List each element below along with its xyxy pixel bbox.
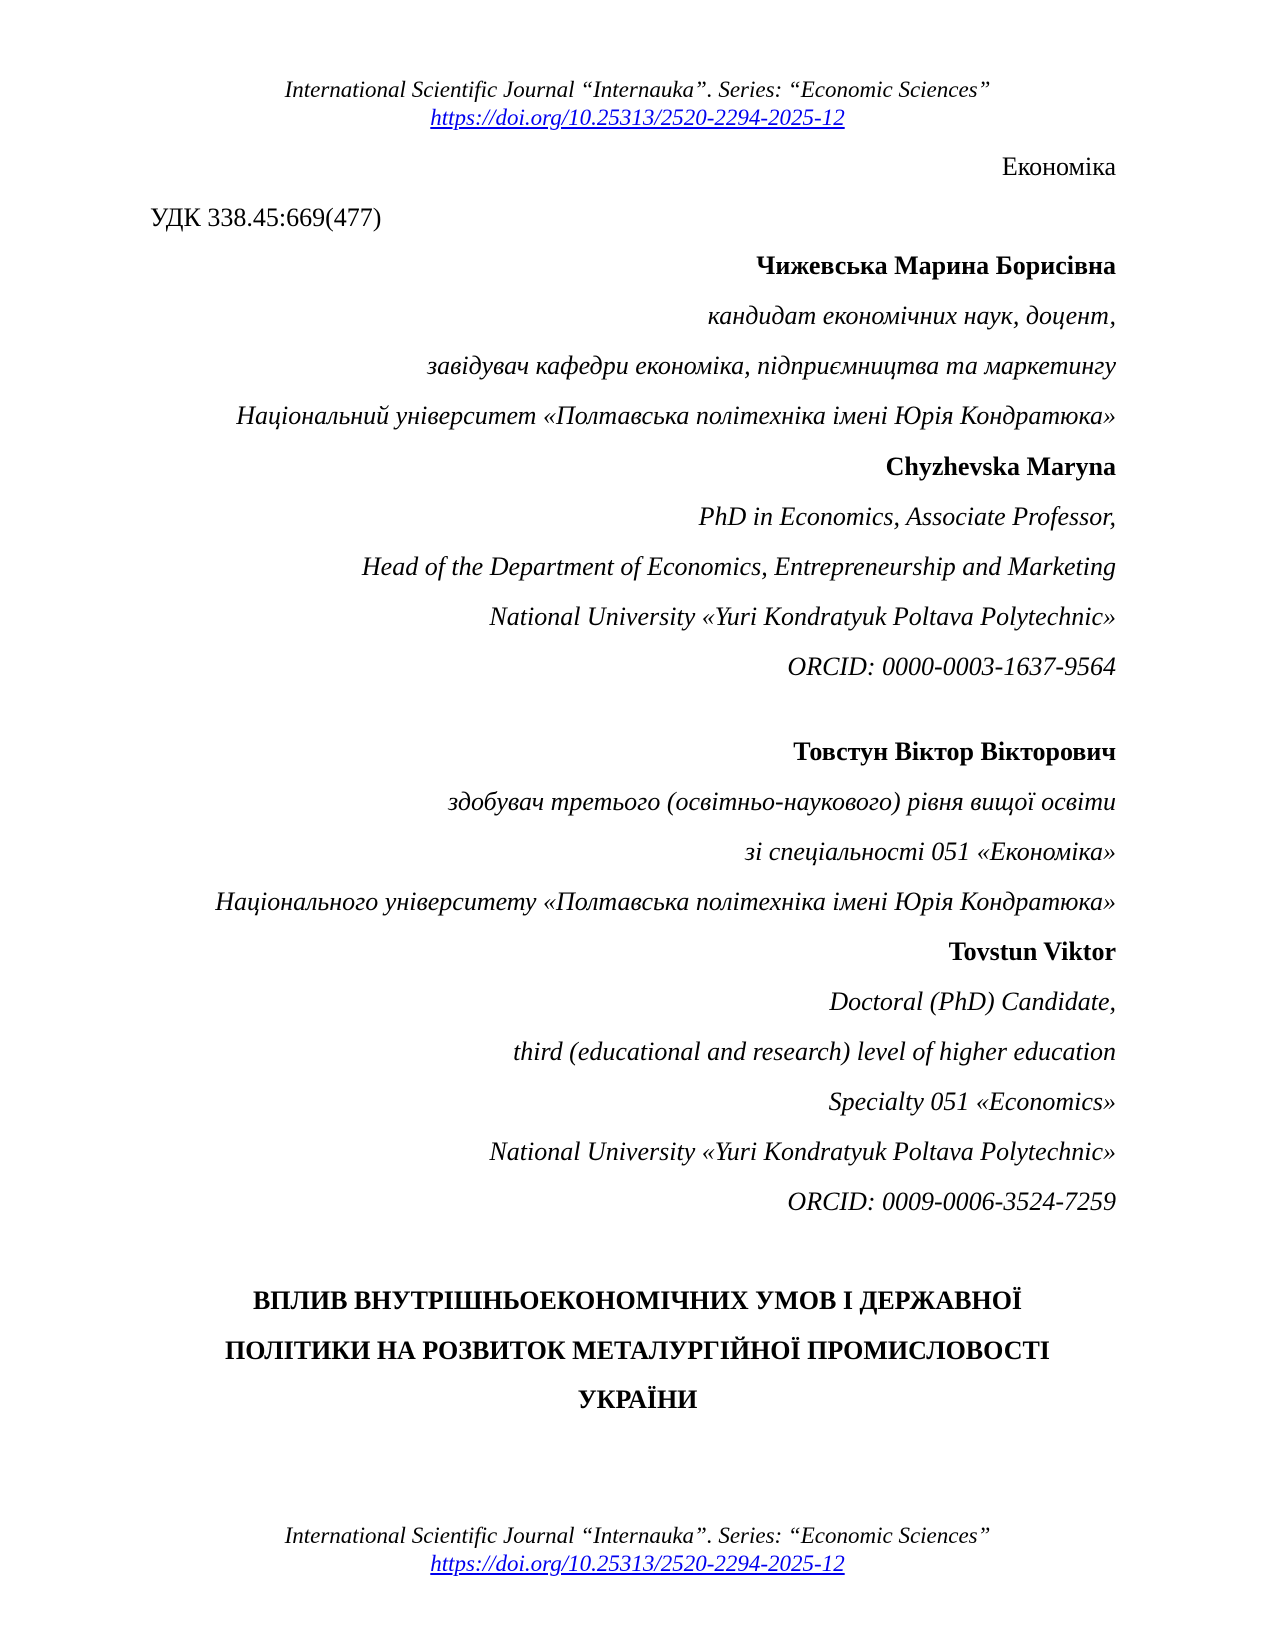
author-name-en: Chyzhevska Maryna	[885, 452, 1116, 481]
author-info: Specialty 051 «Economics»	[828, 1087, 1116, 1116]
article-title-line: УКРАЇНИ	[577, 1385, 698, 1414]
author-info: Національний університет «Полтавська політехніка імені Юрія Кондратюка»	[236, 401, 1116, 430]
author-orcid: ORCID: 0009-0006-3524-7259	[787, 1187, 1116, 1216]
author-info: PhD in Economics, Associate Professor,	[698, 502, 1116, 531]
author-info: Head of the Department of Economics, Entrepreneurship and Marketing	[361, 552, 1116, 581]
author-name-en: Tovstun Viktor	[948, 937, 1116, 966]
journal-header: International Scientific Journal “Internauka”. Series: “Economic Sciences”	[284, 77, 991, 102]
author-info: Doctoral (PhD) Candidate,	[829, 987, 1116, 1016]
author-info: National University «Yuri Kondratyuk Poltava Polytechnic»	[489, 1137, 1116, 1166]
doi-link[interactable]: https://doi.org/10.25313/2520-2294-2025-12	[430, 105, 845, 130]
author-info: зі спеціальності 051 «Економіка»	[744, 837, 1116, 866]
author-info: Національного університету «Полтавська політехніка імені Юрія Кондратюка»	[215, 887, 1116, 916]
section-label: Економіка	[1001, 152, 1116, 181]
footer-doi-link[interactable]: https://doi.org/10.25313/2520-2294-2025-12	[430, 1551, 845, 1576]
author-info: кандидат економічних наук, доцент,	[707, 301, 1116, 330]
author-info: third (educational and research) level of higher education	[513, 1037, 1116, 1066]
author-name-uk: Товстун Віктор Вікторович	[793, 737, 1116, 766]
author-info: завідувач кафедри економіка, підприємництва та маркетингу	[427, 351, 1116, 380]
author-name-uk: Чижевська Марина Борисівна	[756, 251, 1116, 280]
author-orcid: ORCID: 0000-0003-1637-9564	[787, 652, 1116, 681]
article-title-line: ВПЛИВ ВНУТРІШНЬОЕКОНОМІЧНИХ УМОВ І ДЕРЖАВНОЇ	[252, 1286, 1023, 1315]
journal-footer: International Scientific Journal “Internauka”. Series: “Economic Sciences”	[284, 1523, 991, 1548]
author-info: здобувач третього (освітньо-наукового) рівня вищої освіти	[448, 787, 1116, 816]
udc-code: УДК 338.45:669(477)	[150, 203, 382, 232]
author-info: National University «Yuri Kondratyuk Poltava Polytechnic»	[489, 602, 1116, 631]
article-title-line: ПОЛІТИКИ НА РОЗВИТОК МЕТАЛУРГІЙНОЇ ПРОМИСЛОВОСТІ	[225, 1336, 1050, 1365]
